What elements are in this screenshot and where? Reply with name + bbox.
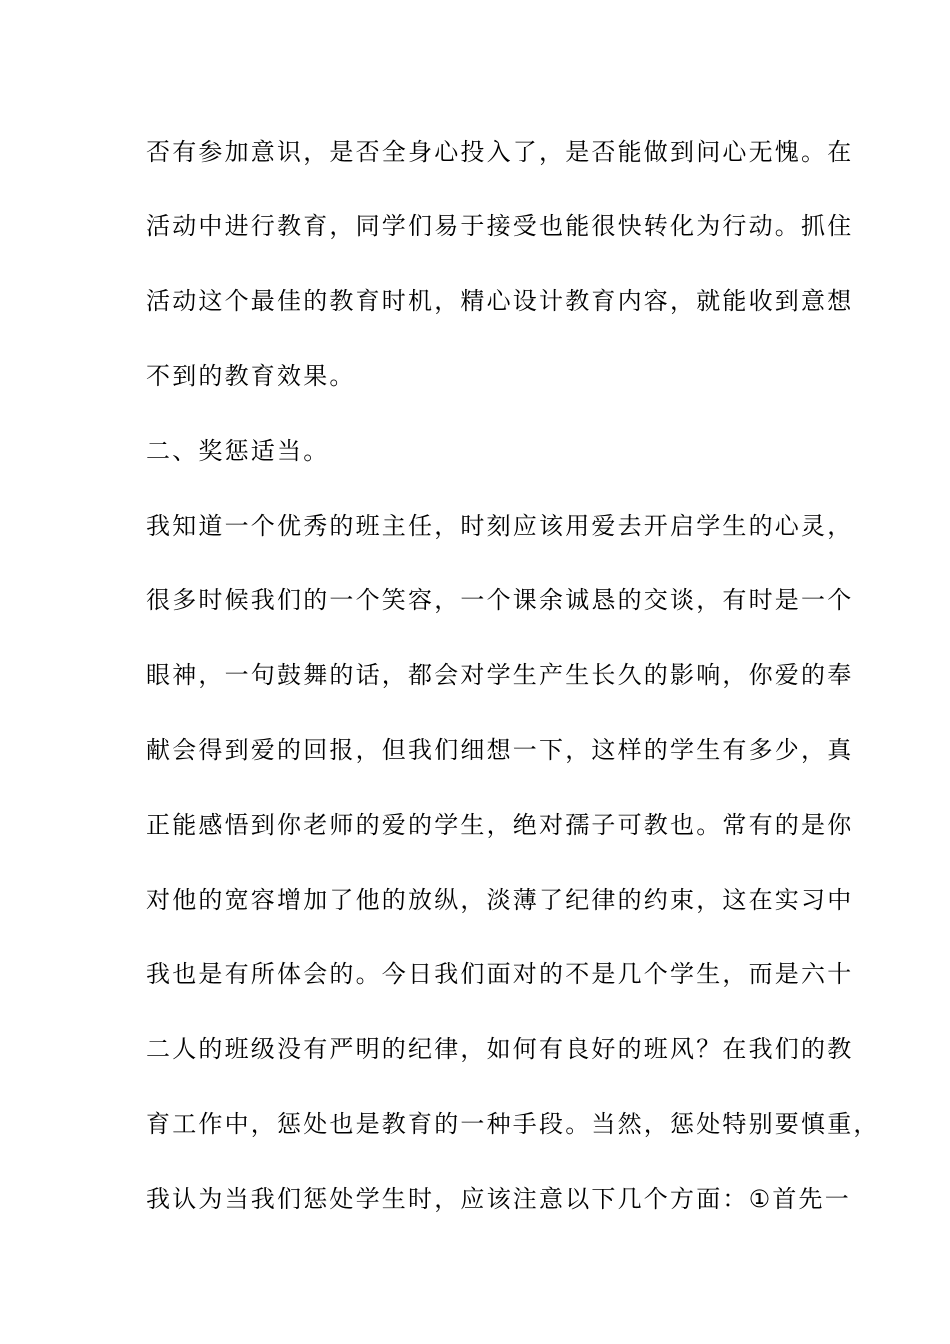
text-line: 二人的班级没有严明的纪律，如何有良好的班风？在我们的教 xyxy=(146,1035,854,1063)
text-line: 正能感悟到你老师的爱的学生，绝对孺子可教也。常有的是你 xyxy=(146,811,854,839)
text-line: 眼神，一句鼓舞的话，都会对学生产生长久的影响，你爱的奉 xyxy=(146,661,854,689)
text-line: 活动这个最佳的教育时机，精心设计教育内容，就能收到意想 xyxy=(146,287,854,315)
text-line: 不到的教育效果。 xyxy=(146,362,356,390)
text-line: 献会得到爱的回报，但我们细想一下，这样的学生有多少，真 xyxy=(146,736,854,764)
text-line: 很多时候我们的一个笑容，一个课余诚恳的交谈，有时是一个 xyxy=(146,586,854,614)
text-line: 我也是有所体会的。今日我们面对的不是几个学生，而是六十 xyxy=(146,960,854,988)
text-line: 对他的宽容增加了他的放纵，淡薄了纪律的约束，这在实习中 xyxy=(146,886,854,914)
text-line: 育工作中，惩处也是教育的一种手段。当然，惩处特别要慎重， xyxy=(146,1110,880,1138)
text-line: 否有参加意识，是否全身心投入了，是否能做到问心无愧。在 xyxy=(146,138,854,166)
section-heading: 二、奖惩适当。 xyxy=(146,437,330,465)
text-line: 我知道一个优秀的班主任，时刻应该用爱去开启学生的心灵， xyxy=(146,512,854,540)
text-line: 活动中进行教育，同学们易于接受也能很快转化为行动。抓住 xyxy=(146,212,854,240)
text-line: 我认为当我们惩处学生时，应该注意以下几个方面：①首先一 xyxy=(146,1185,851,1213)
